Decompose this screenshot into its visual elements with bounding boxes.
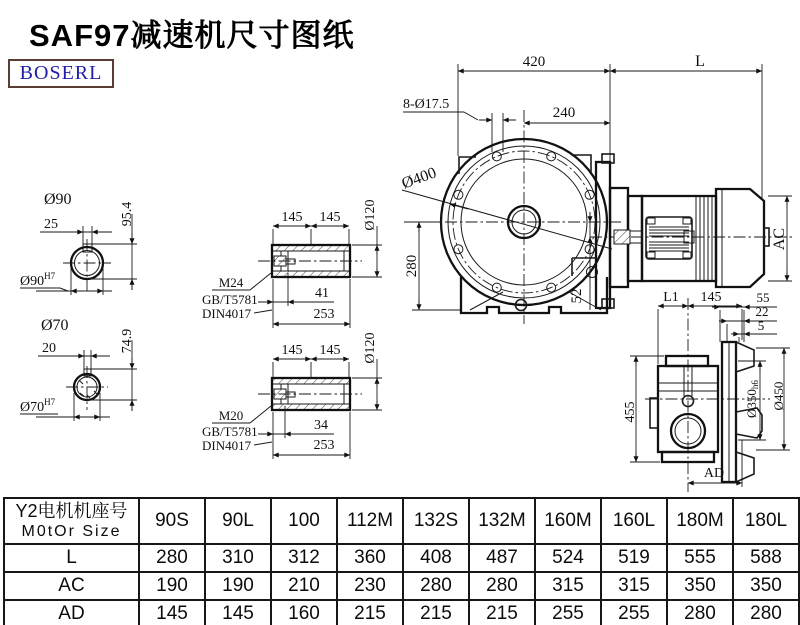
cell: 190 <box>205 572 271 600</box>
dim-L1: L1 <box>663 290 679 305</box>
motor-fan-cover <box>716 189 764 287</box>
dim-145-side: 145 <box>700 290 722 305</box>
dim-d450: Ø450 <box>771 381 786 411</box>
header-line-cn: Y2电机机座号 <box>15 501 128 521</box>
spigot-tolerance: h6 <box>750 380 760 390</box>
col-header-160m: 160M <box>535 498 601 544</box>
col-header-132s: 132S <box>403 498 469 544</box>
bore-dia: Ø90 <box>20 274 45 289</box>
cell: 280 <box>139 544 205 572</box>
dim-22: 22 <box>755 304 769 319</box>
thread-label-m20: M20 <box>218 408 244 423</box>
cell: 519 <box>601 544 667 572</box>
dim-AD: AD <box>703 466 725 481</box>
dim-label-d70h7 <box>20 397 56 415</box>
motor-body <box>642 196 716 281</box>
thread-label-m24: M24 <box>218 275 244 290</box>
cell: 487 <box>469 544 535 572</box>
motor-size-table <box>3 497 800 625</box>
dim-d120-bottom: Ø120 <box>363 332 378 364</box>
cell: 145 <box>139 600 205 625</box>
hollow-shaft-m24-view <box>202 199 382 328</box>
row-label: AD <box>4 600 139 625</box>
cell: 230 <box>337 572 403 600</box>
cell: 280 <box>667 600 733 625</box>
side-view <box>623 290 790 492</box>
cell: 588 <box>733 544 799 572</box>
header-line-en: M0tOr Size <box>21 523 122 540</box>
row-label: AC <box>4 572 139 600</box>
dim-label-d90h7 <box>20 271 56 289</box>
col-header-112m: 112M <box>337 498 403 544</box>
dim-420: 420 <box>522 55 546 70</box>
dim-label-20: 20 <box>42 341 56 356</box>
std-label-gb: GB/T5781 <box>202 292 258 307</box>
cell: 555 <box>667 544 733 572</box>
dim-label-d70: Ø70 <box>41 317 69 334</box>
cell: 210 <box>271 572 337 600</box>
bolt-hole <box>547 152 556 161</box>
cell: 215 <box>469 600 535 625</box>
dim-145b: 145 <box>319 343 341 358</box>
table-header-motor-size <box>4 498 139 544</box>
dim-34: 34 <box>314 418 328 433</box>
bore-dia: Ø70 <box>20 400 45 415</box>
dim-d350h6 <box>744 380 760 418</box>
cell: 312 <box>271 544 337 572</box>
cell: 255 <box>601 600 667 625</box>
shaft-section-70-view <box>20 317 137 421</box>
dimension-drawing <box>0 55 800 500</box>
table-row-AC <box>4 572 799 600</box>
col-header-180l: 180L <box>733 498 799 544</box>
motor-view <box>590 188 792 287</box>
cell: 360 <box>337 544 403 572</box>
col-header-180m: 180M <box>667 498 733 544</box>
dim-74-9: 74.9 <box>120 328 135 354</box>
page-title: SAF97减速机尺寸图纸 <box>29 18 355 53</box>
col-header-100: 100 <box>271 498 337 544</box>
dim-55: 55 <box>756 290 770 305</box>
dim-41: 41 <box>315 286 329 301</box>
std-label-din: DIN4017 <box>202 438 252 453</box>
dim-label-25: 25 <box>44 217 58 232</box>
shaft-section-90-view <box>20 191 137 295</box>
bore-tolerance: H7 <box>44 397 56 407</box>
dim-95-4: 95.4 <box>120 201 135 227</box>
col-header-90l: 90L <box>205 498 271 544</box>
dim-AC: AC <box>771 227 788 251</box>
cell: 350 <box>733 572 799 600</box>
cell: 310 <box>205 544 271 572</box>
boserl-logo: BOSERL <box>8 59 114 88</box>
bolt-hole <box>492 152 501 161</box>
cell: 408 <box>403 544 469 572</box>
dim-240: 240 <box>552 105 576 121</box>
cell: 280 <box>403 572 469 600</box>
dim-8-d17-5: 8-Ø17.5 <box>403 97 450 112</box>
dim-d400: Ø400 <box>399 164 439 193</box>
cell: 280 <box>469 572 535 600</box>
main-front-view <box>400 55 762 324</box>
hollow-shaft-m20-view <box>202 332 382 459</box>
cell: 190 <box>139 572 205 600</box>
cell: 145 <box>205 600 271 625</box>
table-row-L <box>4 544 799 572</box>
table-header-row <box>4 498 799 544</box>
row-label: L <box>4 544 139 572</box>
dim-145a: 145 <box>281 343 303 358</box>
dim-253-bottom: 253 <box>313 438 335 453</box>
cell: 215 <box>337 600 403 625</box>
cell: 315 <box>601 572 667 600</box>
dim-455: 455 <box>623 401 638 423</box>
dim-5: 5 <box>757 318 765 333</box>
dim-L: L <box>695 55 705 70</box>
table-row-AD <box>4 600 799 625</box>
cell: 215 <box>403 600 469 625</box>
dim-label-d90: Ø90 <box>44 191 72 208</box>
cell: 255 <box>535 600 601 625</box>
cell: 280 <box>733 600 799 625</box>
cell: 350 <box>667 572 733 600</box>
col-header-132m: 132M <box>469 498 535 544</box>
col-header-90s: 90S <box>139 498 205 544</box>
dim-145a: 145 <box>281 210 303 225</box>
motor-stator-block <box>646 217 692 259</box>
std-label-gb: GB/T5781 <box>202 424 258 439</box>
dim-145b: 145 <box>319 210 341 225</box>
bore-tolerance: H7 <box>44 271 56 281</box>
cell: 524 <box>535 544 601 572</box>
dim-52: 52 <box>569 288 585 304</box>
std-label-din: DIN4017 <box>202 306 252 321</box>
spigot-dia: Ø350 <box>744 389 759 418</box>
dim-d120-top: Ø120 <box>363 199 378 231</box>
col-header-160l: 160L <box>601 498 667 544</box>
cell: 315 <box>535 572 601 600</box>
cell: 160 <box>271 600 337 625</box>
dim-280: 280 <box>404 254 420 278</box>
dim-253-top: 253 <box>313 307 335 322</box>
